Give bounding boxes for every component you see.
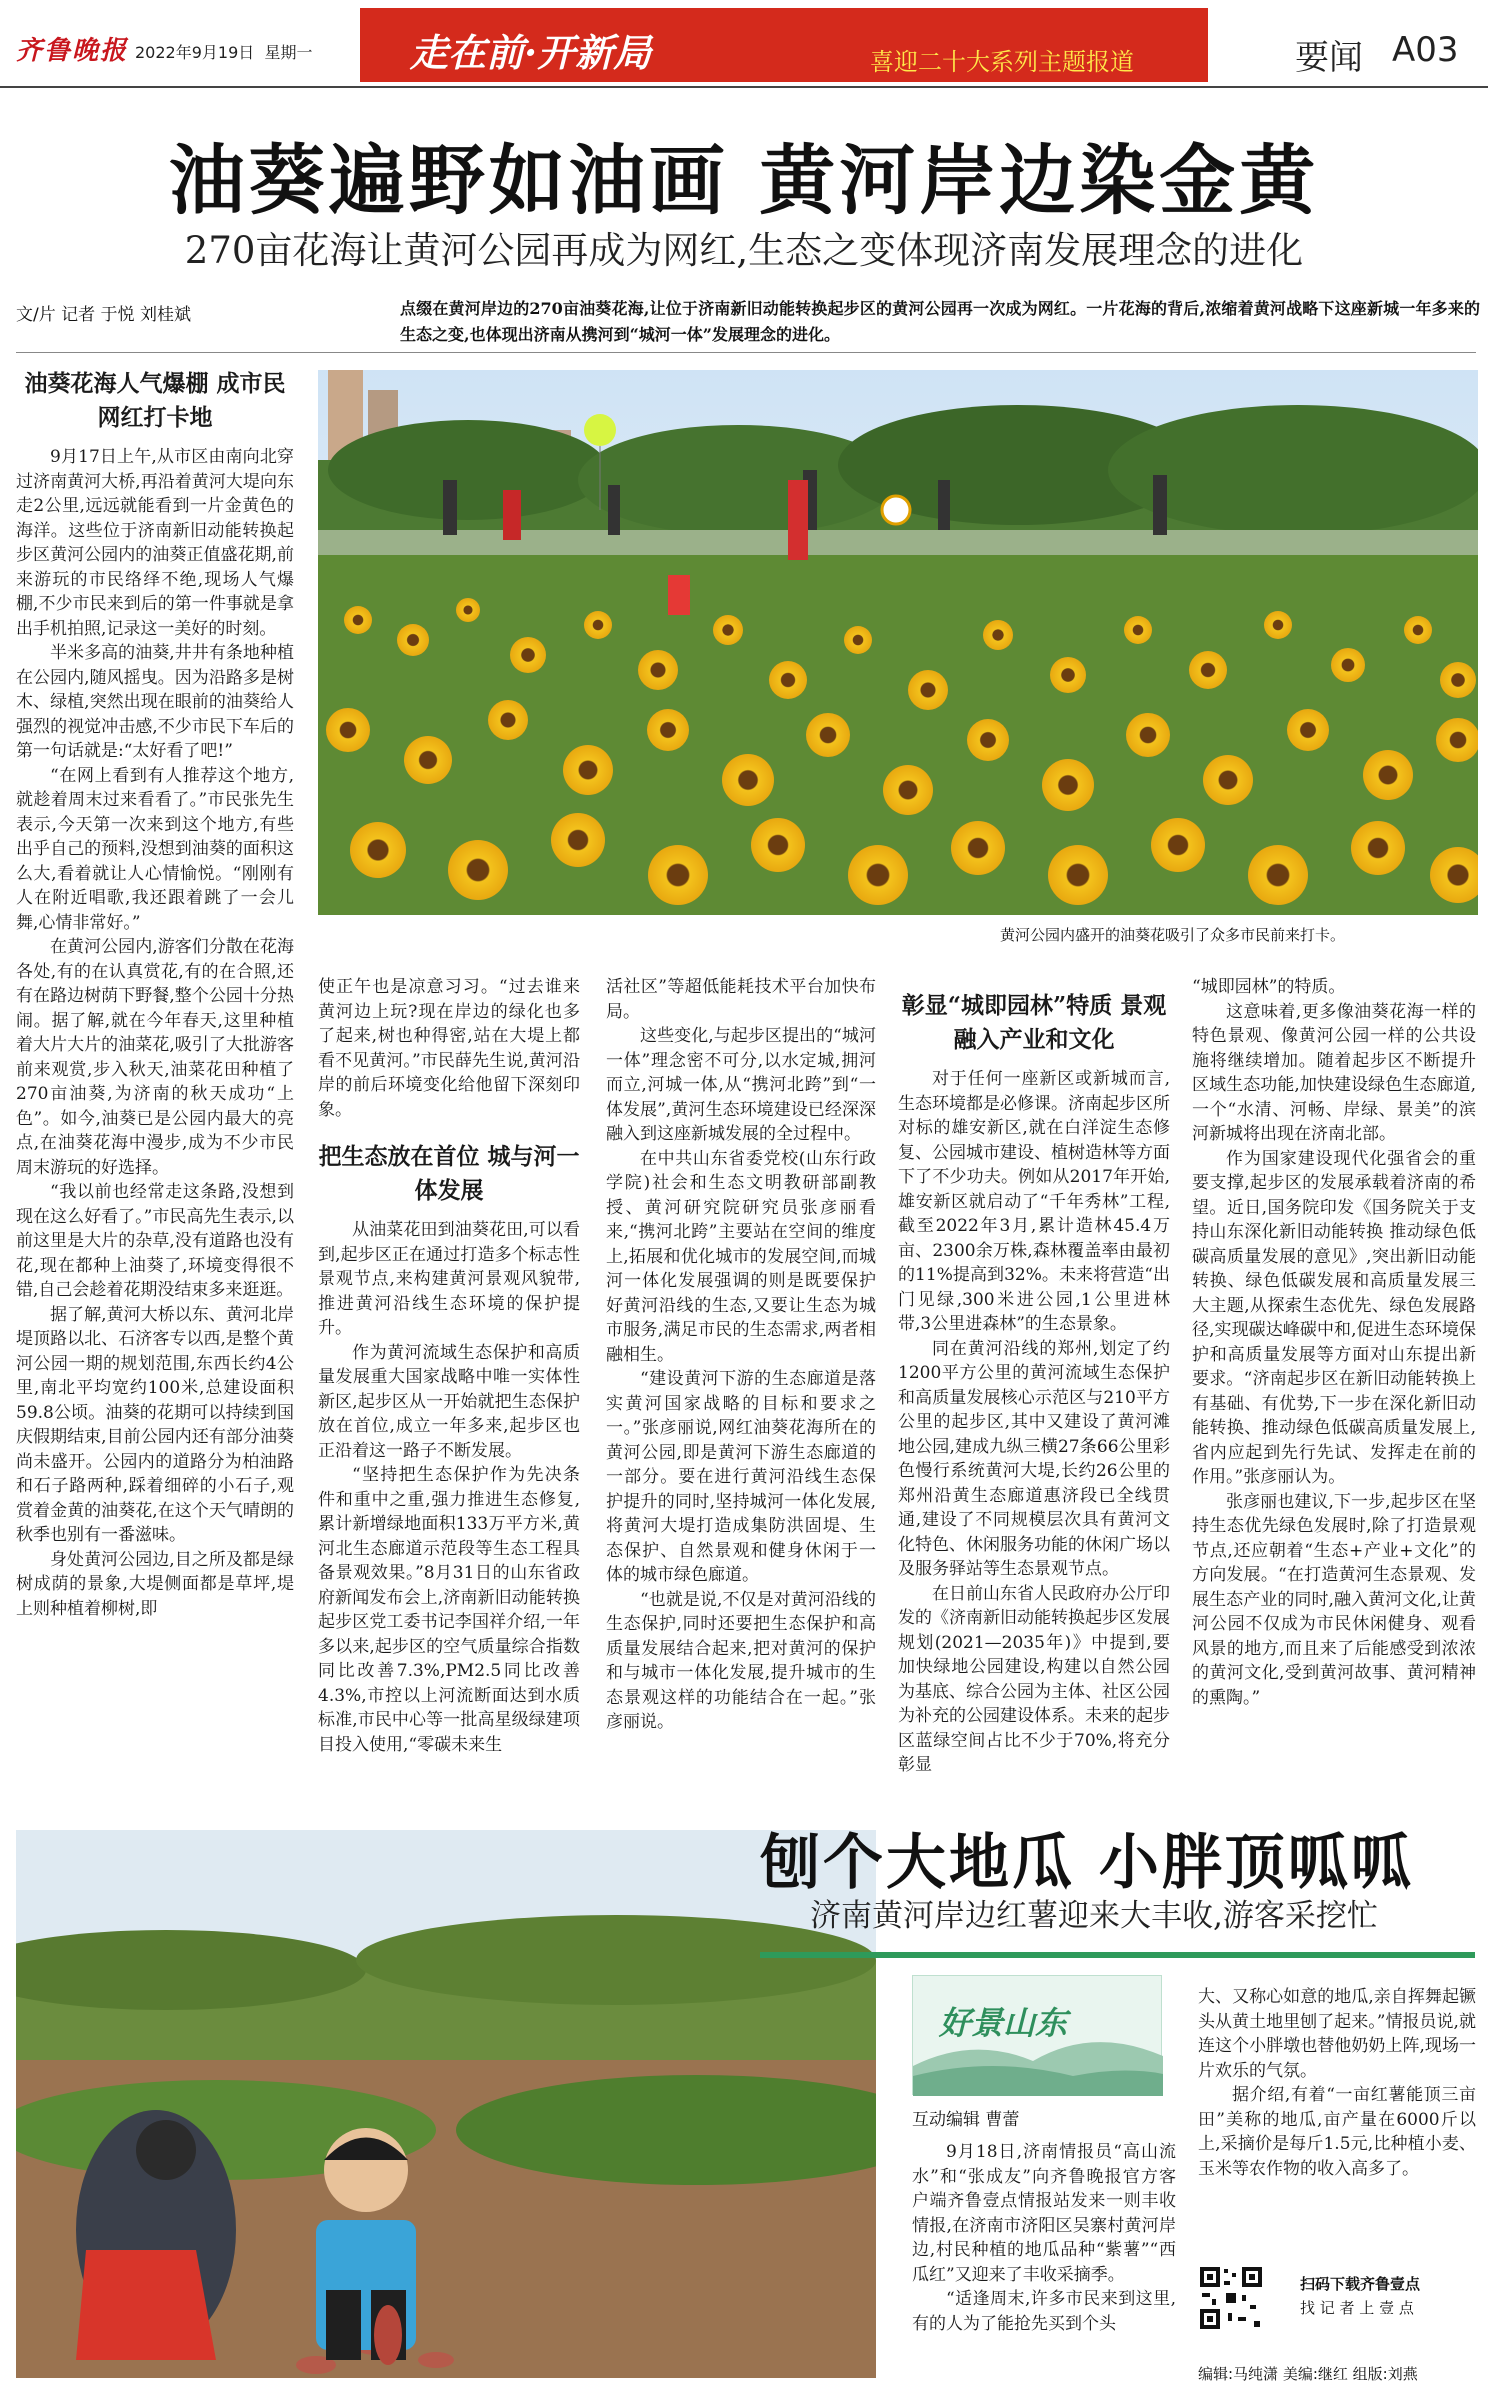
- paragraph: 这意味着,更多像油葵花海一样的特色景观、像黄河公园一样的公共设施将继续增加。随着起步区不断提升区域生态功能,加快建设绿色生态廊道,一个“水清、河畅、岸绿、景美”的滨河新城将出现在济南北部。: [1192, 1001, 1476, 1144]
- section-name: 要闻: [1295, 38, 1363, 78]
- article-column-2: [318, 975, 580, 1757]
- paragraph: 活社区”等超低能耗技术平台加快布局。: [606, 977, 876, 1022]
- scan-line-1: 扫码下载齐鲁壹点: [1300, 2275, 1421, 2293]
- paragraph: 9月17日上午,从市区由南向北穿过济南黄河大桥,再沿着黄河大堤向东走2公里,远远就能看到一片金黄色的海洋。这些位于济南新旧动能转换起步区黄河公园内的油葵正值盛花期,前来游玩的市民络绎不绝,现场人气爆棚,不少市民来到后的第一件事就是拿出手机拍照,记录这一美好的时刻。: [16, 447, 294, 639]
- paragraph: 作为黄河流域生态保护和高质量发展重大国家战略中唯一实体性新区,起步区从一开始就把生态保护放在首位,成立一年多来,起步区也正沿着这一路子不断发展。: [318, 1342, 580, 1461]
- paragraph: 在日前山东省人民政府办公厅印发的《济南新旧动能转换起步区发展规划(2021—2035年)》中提到,要加快绿地公园建设,构建以自然公园为基底、综合公园为主体、社区公园为补充的公园建设体系。未来的起步区蓝绿空间占比不少于70%,将充分彰显: [898, 1583, 1170, 1775]
- paragraph: “也就是说,不仅是对黄河沿线的生态保护,同时还要把生态保护和高质量发展结合起来,把对黄河的保护和与城市一体化发展,提升城市的生态景观这样的功能结合在一起。”张彦丽说。: [606, 1589, 876, 1732]
- article-column-3: [606, 975, 876, 1735]
- subheading: 把生态放在首位 城与河一体发展: [318, 1143, 580, 1204]
- newspaper-logo: 齐鲁晚报: [16, 36, 129, 66]
- issue-date: 2022年9月19日 星期一: [135, 43, 313, 62]
- masthead: [0, 0, 1488, 88]
- accent-line: [760, 1952, 1475, 1958]
- column-logo: [912, 1975, 1162, 2095]
- subheading: 油葵花海人气爆棚 成市民网红打卡地: [24, 370, 286, 431]
- article2-column-2: [1198, 1985, 1476, 2181]
- article-headline: 油葵遍野如油画 黄河岸边染金黄: [168, 136, 1320, 225]
- article-column-5: [1192, 975, 1476, 1710]
- qr-code-icon[interactable]: [1198, 2265, 1264, 2331]
- byline: 文/片 记者 于悦 刘桂斌: [16, 305, 191, 325]
- paragraph: “我以前也经常走这条路,没想到现在这么好看了。”市民高先生表示,以前这里是大片的杂草,没有道路也没有花,现在都种上油葵了,环境变得很不错,自己会趁着花期没结束多来逛逛。: [16, 1182, 294, 1300]
- article-column-1: [16, 363, 294, 1621]
- page-number: A03: [1392, 30, 1459, 70]
- paragraph: 从油菜花田到油葵花田,可以看到,起步区正在通过打造多个标志性景观节点,来构建黄河景观风貌带,推进黄河沿线生态环境的保护提升。: [318, 1220, 580, 1338]
- paragraph: 大、又称心如意的地瓜,亲自挥舞起镢头从黄土地里刨了起来。”情报员说,就连这个小胖墩也替他奶奶上阵,现场一片欢乐的气氛。: [1198, 1987, 1476, 2081]
- article2-column-1: [912, 2140, 1176, 2336]
- photo-caption: 黄河公园内盛开的油葵花吸引了众多市民前来打卡。: [1000, 926, 1346, 944]
- paragraph: “坚持把生态保护作为先决条件和重中之重,强力推进生态修复,累计新增绿地面积133万平方米,黄河北生态廊道示范段等生态工程具备景观效果。”8月31日的山东省政府新闻发布会上,济南新旧动能转换起步区党工委书记李国祥介绍,一年多以来,起步区的空气质量综合指数同比改善7.3%,PM2.5同比改善4.3%,市控以上河流断面达到水质标准,市民中心等一批高星级绿建项目投入使用,“零碳未来生: [318, 1465, 580, 1755]
- article2-subhead: 济南黄河岸边红薯迎来大丰收,游客采挖忙: [810, 1898, 1378, 1934]
- paragraph: 半米多高的油葵,井井有条地种植在公园内,随风摇曳。因为沿路多是树木、绿植,突然出现在眼前的油葵给人强烈的视觉冲击感,不少市民下车后的第一句话就是:“太好看了吧!”: [16, 643, 294, 761]
- series-banner: [360, 8, 1208, 82]
- scan-line-2: 找 记 者 上 壹 点: [1300, 2299, 1414, 2317]
- paragraph: 9月18日,济南情报员“高山流水”和“张成友”向齐鲁晚报官方客户端齐鲁壹点情报站发来一则丰收情报,在济南市济阳区吴寨村黄河岸边,村民种植的地瓜品种“紫薯”“西瓜红”又迎来了丰收采摘季。: [912, 2142, 1176, 2285]
- subheading: 彰显“城即园林”特质 景观融入产业和文化: [901, 992, 1167, 1053]
- column-logo-text: 好景山东: [939, 2004, 1068, 2042]
- sunflower-photo: [318, 370, 1478, 915]
- paragraph: 这些变化,与起步区提出的“城河一体”理念密不可分,以水定城,拥河而立,河城一体,从“携河北跨”到“一体发展”,黄河生态环境建设已经深深融入到这座新城发展的全过程中。: [606, 1026, 876, 1144]
- banner-series: 喜迎二十大系列主题报道: [870, 48, 1134, 76]
- paragraph: 对于任何一座新区或新城而言,生态环境都是必修课。济南起步区所对标的雄安新区,就在白洋淀生态修复、公园城市建设、植树造林等方面下了不少功夫。例如从2017年开始,雄安新区就启动了“千年秀林”工程,截至2022年3月,累计造林45.4万亩、2300余万株,森林覆盖率由最初的11%提高到32%。未来将营造“出门见绿,300米进公园,1公里进林带,3公里进森林”的生态景象。: [898, 1069, 1170, 1334]
- banner-slogan: 走在前·开新局: [410, 30, 652, 75]
- paragraph: 在黄河公园内,游客们分散在花海各处,有的在认真赏花,有的在合照,还有在路边树荫下野餐,整个公园十分热闹。据了解,就在今年春天,这里种植着大片大片的油菜花,吸引了大批游客前来观赏,步入秋天,油菜花田种植了270亩油葵,为济南的秋天成功“上色”。如今,油葵已是公园内最大的亮点,在油葵花海中漫步,成为不少市民周末游玩的好选择。: [16, 937, 294, 1178]
- paragraph: 张彦丽也建议,下一步,起步区在坚持生态优先绿色发展时,除了打造景观节点,还应朝着“生态+产业+文化”的方向发展。“在打造黄河生态景观、发展生态产业的同时,融入黄河文化,让黄河公园不仅成为市民休闲健身、观看风景的地方,而且来了后能感受到浓浓的黄河文化,受到黄河故事、黄河精神的熏陶。”: [1192, 1491, 1476, 1708]
- scan-prompt: [1300, 2272, 1420, 2320]
- sweet-potato-photo: [16, 1830, 876, 2378]
- paragraph: 身处黄河公园边,目之所及都是绿树成荫的景象,大堤侧面都是草坪,堤上则种植着柳树,即: [16, 1549, 294, 1619]
- divider: [16, 352, 1476, 353]
- paragraph: 同在黄河沿线的郑州,划定了约1200平方公里的黄河流域生态保护和高质量发展核心示范区与210平方公里的起步区,其中又建设了黄河滩地公园,建成九纵三横27条66公里彩色慢行系统黄河大堤,长约26公里的郑州沿黄生态廊道惠济段已全线贯通,建设了不同规模层次具有黄河文化特色、休闲服务功能的休闲广场以及服务驿站等生态景观节点。: [898, 1338, 1170, 1579]
- article-column-4: [898, 985, 1170, 1778]
- paragraph: 在中共山东省委党校(山东行政学院)社会和生态文明教研部副教授、黄河研究院研究员张彦丽看来,“携河北跨”主要站在空间的维度上,拓展和优化城市的发展空间,而城河一体化发展强调的则是既要保护好黄河沿线的生态,又要让生态为城市服务,满足市民的生态需求,两者相融相生。: [606, 1148, 876, 1365]
- harvest-illustration: [16, 1830, 876, 2378]
- page-credits: 编辑:马纯潇 美编:继红 组版:刘燕: [1198, 2365, 1418, 2383]
- paragraph: 据了解,黄河大桥以东、黄河北岸堤顶路以北、石济客专以西,是整个黄河公园一期的规划范围,东西长约4公里,南北平均宽约100米,总建设面积59.8公顷。油葵的花期可以持续到国庆假期结束,目前公园内还有部分油葵尚未盛开。公园内的道路分为柏油路和石子路两种,踩着细碎的小石子,观赏着金黄的油葵花,在这个天气晴朗的秋季也别有一番滋味。: [16, 1304, 294, 1545]
- article-subhead: 270亩花海让黄河公园再成为网红,生态之变体现济南发展理念的进化: [184, 229, 1304, 272]
- sunflower-field-illustration: [318, 370, 1478, 915]
- paragraph: “适逢周末,许多市民来到这里,有的人为了能抢先买到个头: [912, 2289, 1176, 2334]
- paragraph: “建设黄河下游的生态廊道是落实黄河国家战略的目标和要求之一。”张彦丽说,网红油葵花海所在的黄河公园,即是黄河下游生态廊道的一部分。要在进行黄河沿线生态保护提升的同时,坚持城河一体化发展,将黄河大堤打造成集防洪固堤、生态保护、自然景观和健身休闲于一体的城市绿色廊道。: [606, 1369, 876, 1585]
- article2-headline: 刨个大地瓜 小胖顶呱呱: [760, 1828, 1414, 1898]
- paragraph: 作为国家建设现代化强省会的重要支撑,起步区的发展承载着济南的希望。近日,国务院印发《国务院关于支持山东深化新旧动能转换 推动绿色低碳高质量发展的意见》,突出新旧动能转换、绿色低碳发展和高质量发展三大主题,从探索生态优先、绿色发展路径,实现碳达峰碳中和,促进生态环境保护和高质量发展等方面对山东提出新要求。“济南起步区在新旧动能转换上有基础、有优势,下一步在深化新旧动能转换、推动绿色低碳高质量发展上,省内应起到先行先试、发挥走在前的作用。”张彦丽认为。: [1192, 1148, 1476, 1487]
- paragraph: 据介绍,有着“一亩红薯能顶三亩田”美称的地瓜,亩产量在6000斤以上,采摘价是每斤1.5元,比种植小麦、玉米等农作物的收入高多了。: [1198, 2085, 1476, 2179]
- paragraph: 使正午也是凉意习习。“过去谁来黄河边上玩?现在岸边的绿化也多了起来,树也种得密,站在大堤上都看不见黄河。”市民薛先生说,黄河沿岸的前后环境变化给他留下深刻印象。: [318, 977, 580, 1120]
- interactive-editor: 互动编辑 曹蕾: [912, 2110, 1020, 2130]
- lead-paragraph: 点缀在黄河岸边的270亩油葵花海,让位于济南新旧动能转换起步区的黄河公园再一次成为网红。一片花海的背后,浓缩着黄河战略下这座新城一年多来的生态之变,也体现出济南从携河到“城河一体”发展理念的进化。: [400, 299, 1480, 344]
- paragraph: “城即园林”的特质。: [1192, 977, 1346, 997]
- paragraph: “在网上看到有人推荐这个地方,就趁着周末过来看看了。”市民张先生表示,今天第一次来到这个地方,有些出乎自己的预料,没想到油葵的面积这么大,看着就让人心情愉悦。“刚刚有人在附近唱歌,我还跟着跳了一会儿舞,心情非常好。”: [16, 765, 294, 933]
